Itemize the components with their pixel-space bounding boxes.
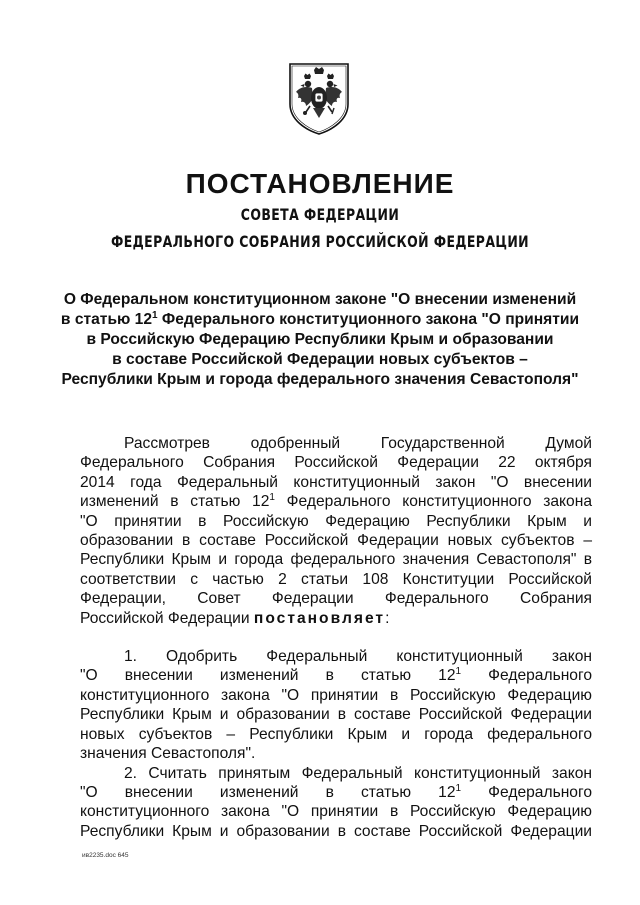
text-line: соответствии с частью 2 статьи 108 Конституции Российской bbox=[80, 570, 592, 588]
text-line: 2. Считать принятым Федеральный конституционный закон bbox=[124, 764, 592, 782]
subject-line: в составе Российской Федерации новых субъектов – bbox=[112, 351, 528, 368]
resolution-item-1 bbox=[80, 647, 592, 763]
text-line: Федерального Собрания Российской Федерации 22 октября bbox=[80, 454, 592, 472]
resolution-item-2 bbox=[80, 764, 592, 842]
subject-line: в статью $12^1$ Федерального конституционного закона "О принятии bbox=[60, 310, 580, 328]
subject-line: О Федеральном конституционном законе "О внесении изменений bbox=[63, 291, 577, 308]
issuer-line-1: СОВЕТА ФЕДЕРАЦИИ bbox=[240, 205, 400, 224]
text-line: конституционного закона "О принятии в Российскую Федерацию bbox=[80, 686, 592, 704]
preamble-paragraph bbox=[80, 434, 592, 628]
text-line: Республики Крым и образовании в составе Российской Федерации bbox=[80, 822, 592, 840]
superscript: 1 bbox=[455, 782, 462, 794]
text-line: "О принятии в Российскую Федерацию Республики Крым и bbox=[80, 512, 592, 530]
file-code-footer: ив2235.doc 645 bbox=[82, 852, 129, 859]
text-line: "О внесении изменений в статью $12^1$ Федерального bbox=[80, 782, 592, 801]
text-line: 2014 года Федеральный конституционный закон "О внесении bbox=[80, 473, 592, 491]
resolves-keyword: постановляет bbox=[253, 609, 386, 627]
text-line: изменений в статью $12^1$ Федерального конституционного закона bbox=[80, 492, 592, 511]
text-line: значения Севастополя". bbox=[80, 745, 256, 763]
text-line: Республики Крым и города федерального значения Севастополя" в bbox=[80, 551, 592, 569]
document-subject bbox=[40, 290, 600, 390]
text-line: Республики Крым и образовании в составе Российской Федерации bbox=[80, 706, 592, 724]
superscript: 1 bbox=[269, 492, 275, 504]
double-headed-eagle-icon bbox=[286, 60, 352, 136]
text-line: "О внесении изменений в статью $12^1$ Федерального bbox=[80, 666, 592, 685]
coat-of-arms-icon bbox=[286, 60, 352, 136]
text-line: новых субъектов – Республики Крым и города федерального bbox=[80, 725, 592, 743]
text-line: конституционного закона "О принятии в Российскую Федерацию bbox=[80, 803, 592, 821]
issuer-line-2: ФЕДЕРАЛЬНОГО СОБРАНИЯ РОССИЙСКОЙ ФЕДЕРАЦИИ bbox=[110, 232, 530, 251]
subject-line: в Российскую Федерацию Республики Крым и образовании bbox=[86, 331, 554, 348]
text-line: Российской Федерации постановляет: bbox=[80, 609, 390, 627]
superscript: 1 bbox=[455, 666, 462, 678]
document-body bbox=[80, 434, 592, 841]
text-line: Федерации, Совет Федерации Федерального Собрания bbox=[80, 590, 592, 608]
text-line: Рассмотрев одобренный Государственной Думой bbox=[124, 435, 592, 452]
text-line: образовании в составе Российской Федерации новых субъектов – bbox=[80, 532, 592, 550]
document-title: ПОСТАНОВЛЕНИЕ bbox=[185, 168, 455, 199]
subject-line: Республики Крым и города федерального значения Севастополя" bbox=[61, 371, 579, 388]
text-line: 1. Одобрить Федеральный конституционный закон bbox=[124, 648, 592, 666]
superscript: 1 bbox=[152, 310, 158, 321]
